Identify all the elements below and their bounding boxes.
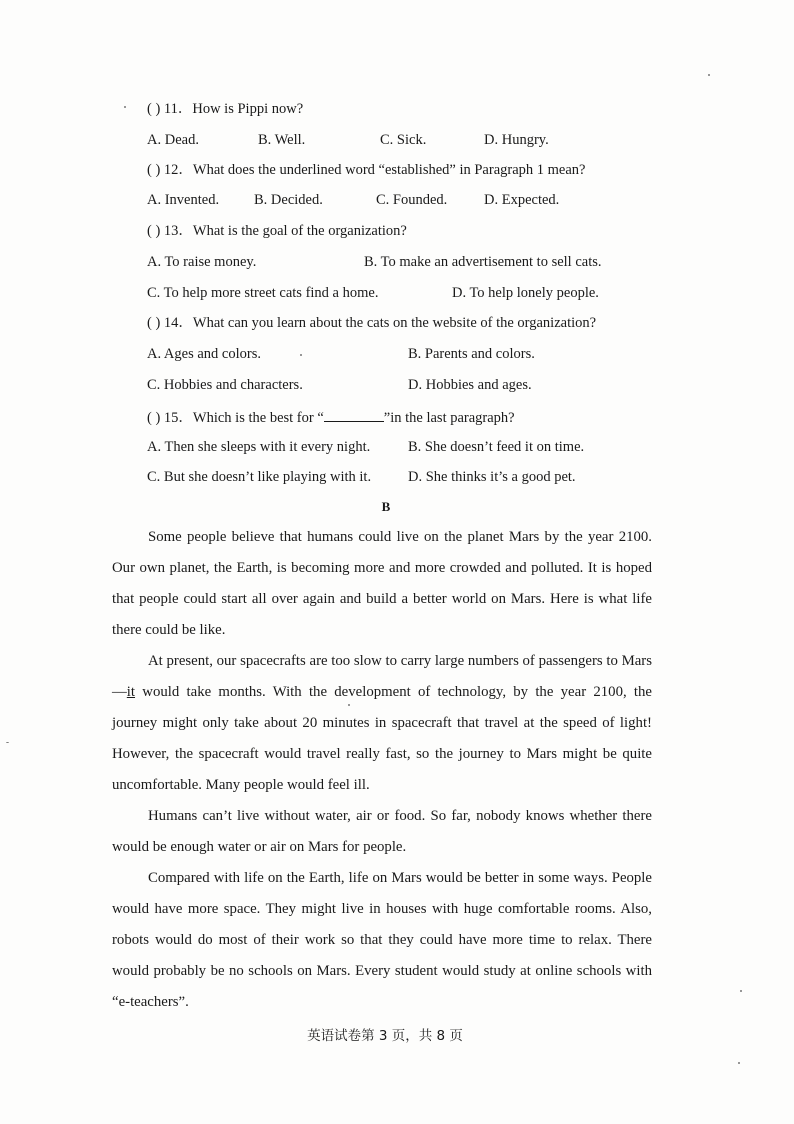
- passage-paragraph-3: Humans can’t live without water, air or food. So far, nobody knows whether there would be enough water or air on Mars for people.: [112, 808, 652, 855]
- option-b: B. She doesn’t feed it on time.: [408, 439, 585, 455]
- scan-speck: [124, 106, 126, 108]
- paragraph-text: At present, our spacecrafts are too slow to carry large numbers of passengers to Mars—: [112, 653, 652, 700]
- passage-paragraph-4: Compared with life on the Earth, life on Mars would be better in some ways. People would have more space. They might live in houses with huge comfortable rooms. Also, robots would do most of their work so that they could have more time to relax. There would probably be no schools on Mars. Every student would study at online schools with “e-teachers”.: [112, 870, 652, 1010]
- option-a: A. Invented.: [147, 192, 220, 208]
- option-c: C. To help more street cats find a home.: [147, 285, 379, 301]
- section-heading: B: [381, 499, 391, 514]
- scan-speck: [6, 742, 9, 743]
- option-c: C. Hobbies and characters.: [147, 377, 303, 393]
- option-a: A. Then she sleeps with it every night.: [147, 439, 371, 455]
- option-d: D. To help lonely people.: [452, 285, 599, 301]
- question-stem: ( ) 12．What does the underlined word “established” in Paragraph 1 mean?: [147, 162, 586, 178]
- scan-speck: [708, 74, 710, 76]
- option-d: D. Expected.: [484, 192, 560, 208]
- passage-paragraph-2: [112, 646, 652, 801]
- question-stem: ( ) 13．What is the goal of the organization?: [147, 223, 407, 239]
- option-c: C. Sick.: [380, 132, 427, 148]
- question-stem: ( ) 14．What can you learn about the cats on the website of the organization?: [147, 315, 597, 331]
- answer-blank: [324, 407, 384, 422]
- option-c: C. Founded.: [376, 192, 448, 208]
- scan-speck: [738, 1062, 740, 1064]
- option-a: A. Ages and colors.: [147, 346, 261, 362]
- option-a: A. To raise money.: [147, 254, 257, 270]
- option-b: B. To make an advertisement to sell cats.: [364, 254, 602, 270]
- option-b: B. Parents and colors.: [408, 346, 535, 362]
- option-b: B. Well.: [258, 132, 306, 148]
- option-d: D. Hungry.: [484, 132, 549, 148]
- page-footer: 英语试卷第 3 页，共 8 页: [307, 1028, 463, 1044]
- option-b: B. Decided.: [254, 192, 323, 208]
- option-a: A. Dead.: [147, 132, 199, 148]
- option-d: D. Hobbies and ages.: [408, 377, 532, 393]
- underlined-word: it: [126, 684, 136, 700]
- option-c: C. But she doesn’t like playing with it.: [147, 469, 372, 485]
- passage-paragraph-1: Some people believe that humans could live on the planet Mars by the year 2100. Our own planet, the Earth, is becoming more and more crowded and polluted. It is hoped that people could start all over again and build a better world on Mars. Here is what life there could be like.: [112, 529, 652, 638]
- scan-speck: [740, 990, 742, 992]
- paragraph-text: would take months. With the development of technology, by the year 2100, the journey might only take about 20 minutes in spacecraft that travel at the speed of light! However, the spacecraft would travel really fast, so the journey to Mars might be quite uncomfortable. Many people would feel ill.: [112, 684, 652, 793]
- stem-after-blank: ”in the last paragraph?: [383, 410, 515, 426]
- stem-before-blank: ( ) 15．Which is the best for “: [147, 410, 324, 426]
- option-d: D. She thinks it’s a good pet.: [408, 469, 576, 485]
- scan-speck: [300, 354, 302, 356]
- question-stem: [147, 407, 515, 427]
- question-stem: ( ) 11．How is Pippi now?: [147, 101, 304, 117]
